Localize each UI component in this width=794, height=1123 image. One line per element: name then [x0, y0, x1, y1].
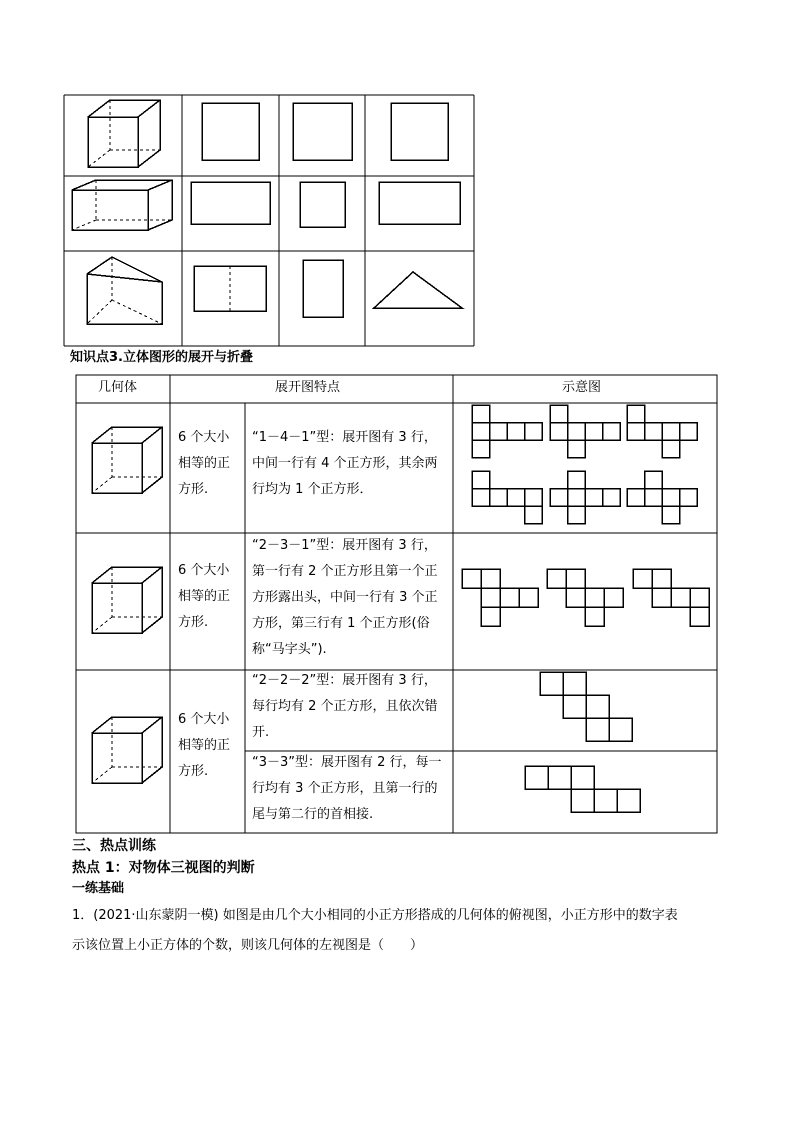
- level-heading: 一练基础: [72, 881, 125, 896]
- row3-desc-b2: “3－3”型：展开图有 2 行，每一 行均有 3 个正方形，且第一行的 尾与第二行的首相接.: [252, 755, 442, 822]
- net-square: [680, 489, 698, 507]
- net-square: [550, 405, 568, 423]
- net-square: [472, 440, 490, 458]
- net-square: [652, 569, 671, 588]
- net-square: [472, 489, 490, 507]
- net-square: [550, 489, 568, 507]
- net-square: [586, 695, 609, 718]
- net-square: [481, 588, 500, 607]
- net-square: [507, 489, 525, 507]
- net-square: [568, 423, 586, 441]
- net-square: [525, 489, 543, 507]
- net-141-f: [627, 471, 697, 524]
- net-222: [540, 672, 632, 741]
- net-square: [585, 588, 604, 607]
- net-square: [571, 766, 594, 789]
- net-square: [604, 588, 623, 607]
- part3-heading: 三、热点训练: [72, 838, 156, 854]
- net-square: [627, 423, 645, 441]
- net-square: [563, 672, 586, 695]
- net-square: [519, 588, 538, 607]
- net-square: [585, 423, 603, 441]
- net-square: [586, 718, 609, 741]
- net-square: [566, 588, 585, 607]
- net-square: [645, 423, 663, 441]
- net-square: [617, 789, 640, 812]
- net-square: [690, 607, 709, 626]
- header-net-feature: 展开图特点: [275, 380, 341, 395]
- net-231-c: [633, 569, 709, 626]
- net-33: [525, 766, 640, 812]
- cube-icon-1: [92, 427, 162, 493]
- net-square: [627, 405, 645, 423]
- row1-desc-a: 6 个大小 相等的正 方形.: [178, 430, 231, 497]
- net-square: [645, 489, 663, 507]
- net-square: [500, 588, 519, 607]
- row3-desc-b1: “2－2－2”型：展开图有 3 行， 每行均有 2 个正方形，且依次错 开.: [252, 673, 438, 740]
- net-square: [568, 489, 586, 507]
- net-141-e: [550, 471, 620, 524]
- net-square: [671, 588, 690, 607]
- net-square: [594, 789, 617, 812]
- row3-desc-a: 6 个大小 相等的正 方形.: [178, 712, 231, 779]
- net-square: [571, 789, 594, 812]
- net-square: [662, 506, 680, 524]
- cube-icon-3: [92, 717, 162, 783]
- row2-desc-b: “2－3－1”型：展开图有 3 行， 第一行有 2 个正方形且第一个正 方形露出头，中间一行有 3 个正 方形，第三行有 1 个正方形(俗 称“马字头”).: [252, 538, 438, 657]
- net-square: [645, 471, 663, 489]
- net-square: [525, 423, 543, 441]
- net-square: [472, 405, 490, 423]
- net-square: [462, 569, 481, 588]
- net-square: [662, 489, 680, 507]
- net-square: [548, 766, 571, 789]
- net-231-a: [462, 569, 538, 626]
- net-square: [652, 588, 671, 607]
- cube-icon-2: [92, 567, 162, 633]
- net-square: [550, 423, 568, 441]
- net-square: [662, 440, 680, 458]
- net-square: [540, 672, 563, 695]
- net-square: [690, 588, 709, 607]
- net-square: [472, 471, 490, 489]
- net-square: [525, 506, 543, 524]
- net-231-b: [547, 569, 623, 626]
- net-square: [585, 489, 603, 507]
- net-square: [633, 569, 652, 588]
- net-square: [566, 569, 585, 588]
- net-square: [662, 423, 680, 441]
- net-square: [568, 471, 586, 489]
- net-square: [481, 569, 500, 588]
- net-square: [525, 766, 548, 789]
- net-square: [547, 569, 566, 588]
- question-line2: 示该位置上小正方体的个数，则该几何体的左视图是（ ）: [72, 938, 424, 953]
- net-square: [481, 607, 500, 626]
- header-diagram: 示意图: [562, 380, 602, 395]
- net-square: [490, 423, 508, 441]
- net-141-c: [627, 405, 697, 458]
- net-141-d: [472, 471, 542, 524]
- net-square: [472, 423, 490, 441]
- net-square: [585, 607, 604, 626]
- net-square: [563, 695, 586, 718]
- row1-desc-b: “1－4－1”型：展开图有 3 行， 中间一行有 4 个正方形，其余两 行均为 1 个正方形．: [252, 430, 438, 497]
- net-square: [507, 423, 525, 441]
- row2-desc-a: 6 个大小 相等的正 方形.: [178, 563, 231, 630]
- net-square: [603, 423, 621, 441]
- net-square: [609, 718, 632, 741]
- net-square: [568, 506, 586, 524]
- net-square: [627, 489, 645, 507]
- net-square: [490, 489, 508, 507]
- question-line1: 1．(2021·山东蒙阴一模) 如图是由几个大小相同的小正方形搭成的几何体的俯视图，小正方形中的数字表: [72, 908, 678, 923]
- net-141-b: [550, 405, 620, 458]
- header-geometry: 几何体: [98, 380, 138, 395]
- net-square: [603, 489, 621, 507]
- net-square: [680, 423, 698, 441]
- hotspot-heading: 热点 1：对物体三视图的判断: [72, 860, 255, 876]
- section-heading: 知识点3.立体图形的展开与折叠: [70, 350, 253, 365]
- net-141-a: [472, 405, 542, 458]
- net-square: [568, 440, 586, 458]
